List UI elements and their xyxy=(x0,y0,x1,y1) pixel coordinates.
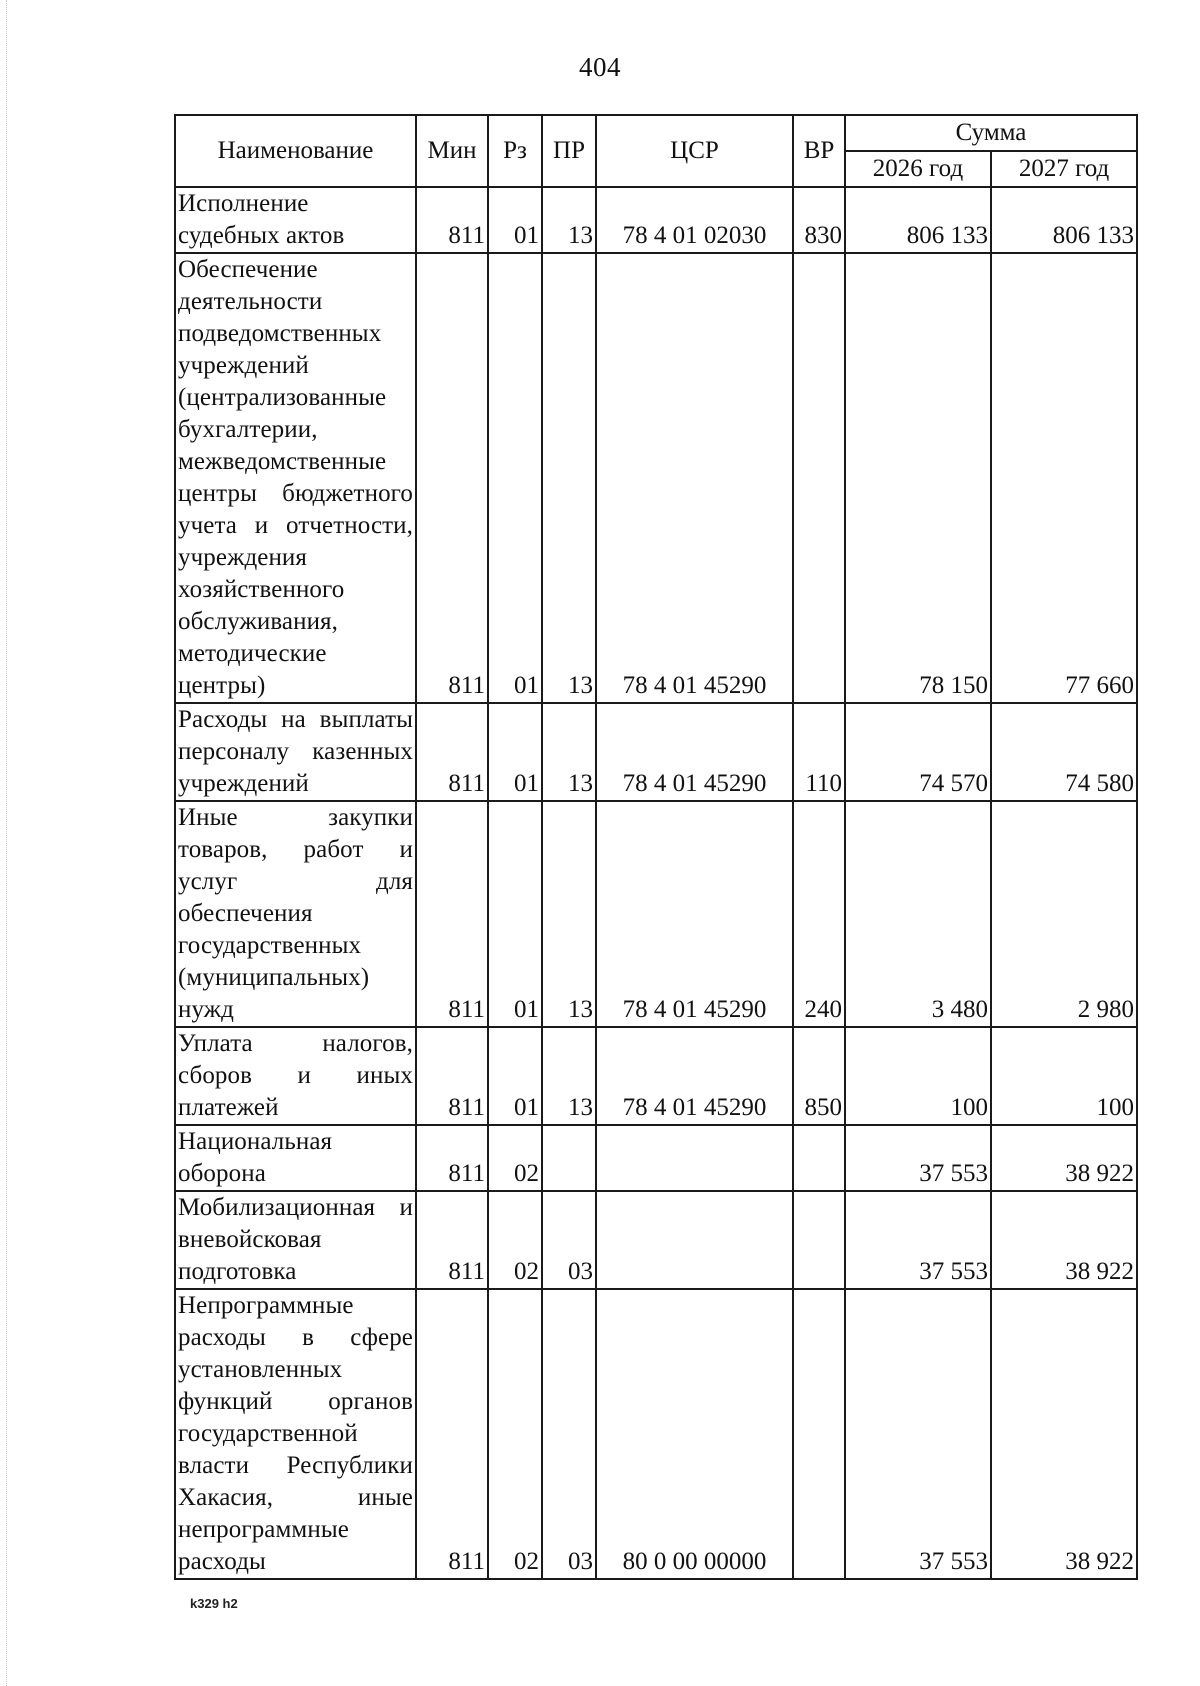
cell-pr: 13 xyxy=(542,1027,596,1125)
cell-min: 811 xyxy=(416,801,488,1027)
cell-rz: 01 xyxy=(488,801,542,1027)
table-row xyxy=(175,187,1137,253)
cell-vr xyxy=(793,1191,845,1289)
cell-sum-2026: 78 150 xyxy=(845,253,991,703)
cell-vr: 830 xyxy=(793,187,845,253)
table-body xyxy=(175,187,1137,1579)
table-row xyxy=(175,801,1137,1027)
cell-name: Исполнение судебных актов xyxy=(175,187,416,253)
cell-min: 811 xyxy=(416,1289,488,1579)
table-row xyxy=(175,1289,1137,1579)
cell-csr: 78 4 01 45290 xyxy=(596,253,793,703)
cell-csr: 78 4 01 45290 xyxy=(596,801,793,1027)
table-row xyxy=(175,253,1137,703)
cell-csr xyxy=(596,1191,793,1289)
scan-edge-dots xyxy=(6,0,8,1686)
cell-name: Мобилизационная и вневойсковая подготовка xyxy=(175,1191,416,1289)
cell-csr: 80 0 00 00000 xyxy=(596,1289,793,1579)
cell-name: Непрограммные расходы в сфере установленных функций органов государственной власти Республики Хакасия, иные непрограммные расходы xyxy=(175,1289,416,1579)
header-year-2027: 2027 год xyxy=(991,151,1137,187)
table-row xyxy=(175,703,1137,801)
cell-pr: 13 xyxy=(542,801,596,1027)
cell-sum-2026: 37 553 xyxy=(845,1191,991,1289)
cell-sum-2027: 2 980 xyxy=(991,801,1137,1027)
cell-rz: 01 xyxy=(488,187,542,253)
cell-vr xyxy=(793,1289,845,1579)
cell-rz: 01 xyxy=(488,253,542,703)
cell-sum-2027: 806 133 xyxy=(991,187,1137,253)
header-name: Наименование xyxy=(175,115,416,187)
cell-sum-2027: 77 660 xyxy=(991,253,1137,703)
cell-pr: 13 xyxy=(542,187,596,253)
cell-sum-2027: 38 922 xyxy=(991,1125,1137,1191)
cell-name: Обеспечение деятельности подведомственных учреждений (централизованные бухгалтерии, межведомственные центры бюджетного учета и отчетности, учреждения хозяйственного обслуживания, методические центры) xyxy=(175,253,416,703)
cell-sum-2027: 38 922 xyxy=(991,1191,1137,1289)
cell-min: 811 xyxy=(416,1125,488,1191)
page-number: 404 xyxy=(579,52,621,82)
cell-rz: 01 xyxy=(488,1027,542,1125)
header-csr: ЦСР xyxy=(596,115,793,187)
cell-name: Уплата налогов, сборов и иных платежей xyxy=(175,1027,416,1125)
cell-rz: 01 xyxy=(488,703,542,801)
header-vr: ВР xyxy=(793,115,845,187)
cell-min: 811 xyxy=(416,1027,488,1125)
cell-rz: 02 xyxy=(488,1191,542,1289)
cell-sum-2027: 100 xyxy=(991,1027,1137,1125)
cell-pr: 03 xyxy=(542,1289,596,1579)
header-rz: Рз xyxy=(488,115,542,187)
cell-min: 811 xyxy=(416,703,488,801)
cell-name: Национальная оборона xyxy=(175,1125,416,1191)
cell-pr: 03 xyxy=(542,1191,596,1289)
header-pr: ПР xyxy=(542,115,596,187)
header-min: Мин xyxy=(416,115,488,187)
cell-sum-2027: 38 922 xyxy=(991,1289,1137,1579)
cell-vr: 240 xyxy=(793,801,845,1027)
cell-name: Расходы на выплаты персоналу казенных учреждений xyxy=(175,703,416,801)
table-row xyxy=(175,1191,1137,1289)
cell-rz: 02 xyxy=(488,1289,542,1579)
cell-min: 811 xyxy=(416,253,488,703)
table-row xyxy=(175,1125,1137,1191)
cell-vr: 110 xyxy=(793,703,845,801)
header-year-2026: 2026 год xyxy=(845,151,991,187)
cell-min: 811 xyxy=(416,1191,488,1289)
header-sum: Сумма xyxy=(845,115,1137,151)
cell-vr xyxy=(793,253,845,703)
cell-vr xyxy=(793,1125,845,1191)
table-header xyxy=(175,115,1137,187)
cell-name: Иные закупки товаров, работ и услуг для обеспечения государственных (муниципальных) нужд xyxy=(175,801,416,1027)
cell-vr: 850 xyxy=(793,1027,845,1125)
footer-code: k329 h2 xyxy=(190,1596,238,1611)
budget-table xyxy=(174,114,1138,1580)
cell-sum-2026: 806 133 xyxy=(845,187,991,253)
cell-rz: 02 xyxy=(488,1125,542,1191)
table-row xyxy=(175,1027,1137,1125)
cell-sum-2026: 74 570 xyxy=(845,703,991,801)
cell-sum-2026: 100 xyxy=(845,1027,991,1125)
cell-sum-2027: 74 580 xyxy=(991,703,1137,801)
cell-csr: 78 4 01 02030 xyxy=(596,187,793,253)
cell-csr xyxy=(596,1125,793,1191)
cell-sum-2026: 3 480 xyxy=(845,801,991,1027)
cell-pr xyxy=(542,1125,596,1191)
cell-csr: 78 4 01 45290 xyxy=(596,1027,793,1125)
cell-pr: 13 xyxy=(542,253,596,703)
cell-min: 811 xyxy=(416,187,488,253)
cell-pr: 13 xyxy=(542,703,596,801)
cell-sum-2026: 37 553 xyxy=(845,1125,991,1191)
cell-sum-2026: 37 553 xyxy=(845,1289,991,1579)
cell-csr: 78 4 01 45290 xyxy=(596,703,793,801)
